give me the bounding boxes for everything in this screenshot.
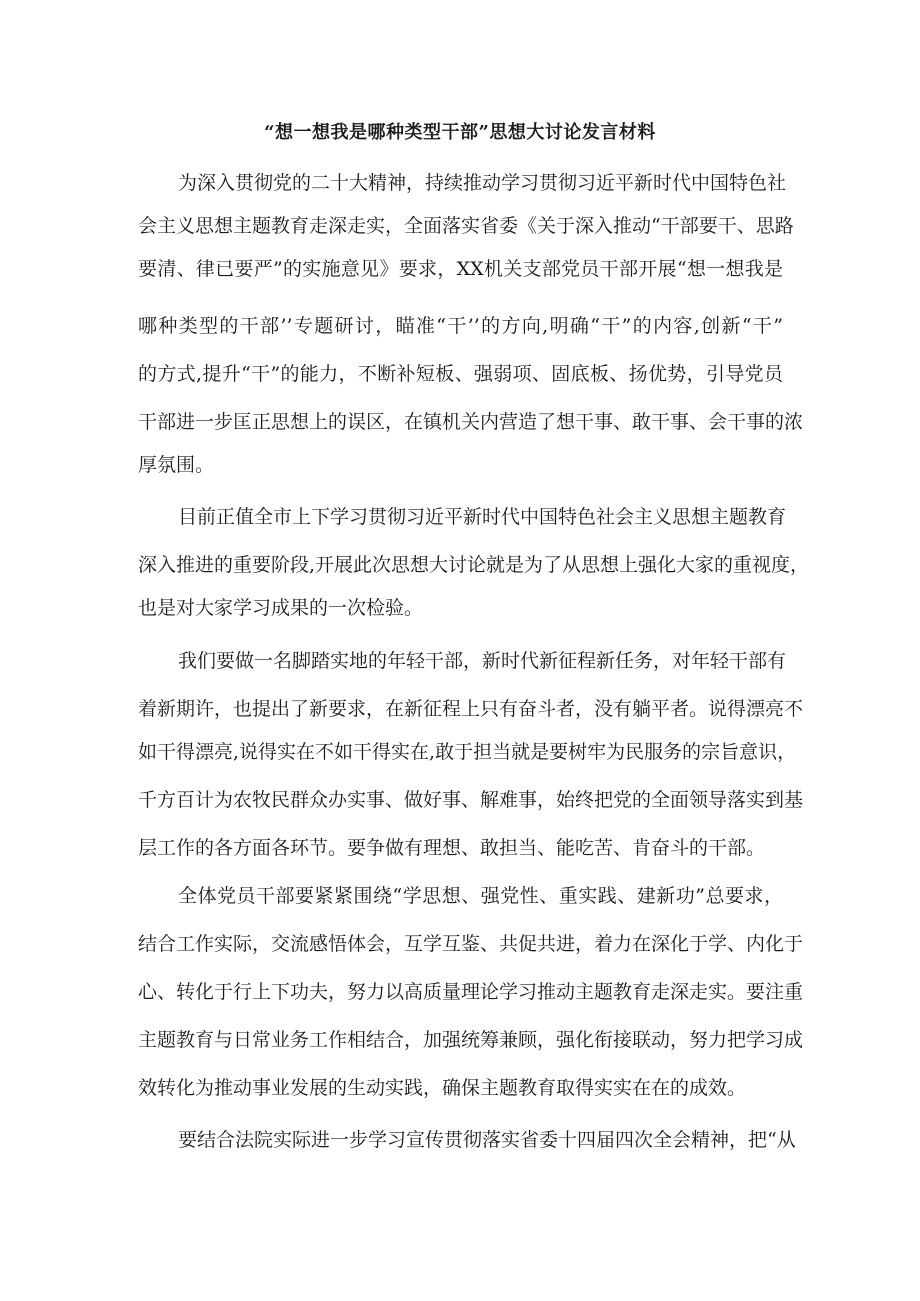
paragraph-2-line-2: 深入推进的重要阶段,开展此次思想大讨论就是为了从思想上强化大家的重视度，	[138, 554, 810, 576]
paragraph-1-line-2: 会主义思想主题教育走深走实，全面落实省委《关于深入推动“干部要干、思路	[138, 215, 794, 237]
paragraph-4-line-3: 心、转化于行上下功夫，努力以高质量理论学习推动主题教育走深走实。要注重	[138, 981, 804, 1003]
paragraph-2-line-3: 也是对大家学习成果的一次检验。	[138, 597, 424, 619]
paragraph-1-line-4: 哪种类型的干部’’专题研讨，瞄准“干’’的方向,明确“干”的内容,创新“干”	[138, 315, 783, 337]
paragraph-4-line-2: 结合工作实际，交流感悟体会，互学互鉴、共促共进，着力在深化于学、内化于	[138, 933, 804, 955]
paragraph-3-line-1: 我们要做一名脚踏实地的年轻干部，新时代新征程新任务，对年轻干部有	[178, 650, 787, 672]
paragraph-4-line-5: 效转化为推动事业发展的生动实践，确保主题教育取得实实在在的成效。	[138, 1077, 747, 1099]
paragraph-1-line-3: 要清、律已要严”的实施意见》要求，XX机关支部党员干部开展“想一想我是	[138, 258, 783, 280]
paragraph-1-line-5: 的方式,提升“干”的能力，不断补短板、强弱项、固底板、扬优势，引导党员	[138, 363, 783, 385]
document-title: “想一想我是哪种类型干部”思想大讨论发言材料	[264, 122, 656, 143]
paragraph-3-line-3: 如干得漂亮,说得实在不如干得实在,敢于担当就是要树牢为民服务的宗旨意识，	[138, 741, 797, 763]
paragraph-3-line-2: 着新期许，也提出了新要求，在新征程上只有奋斗者，没有躺平者。说得漂亮不	[138, 698, 804, 720]
paragraph-4-line-1: 全体党员干部要紧紧围绕“学思想、强党性、重实践、建新功”总要求，	[178, 885, 783, 907]
paragraph-4-line-4: 主题教育与日常业务工作相结合，加强统筹兼顾，强化衔接联动，努力把学习成	[138, 1029, 804, 1051]
paragraph-3-line-4: 千方百计为农牧民群众办实事、做好事、解难事，始终把党的全面领导落实到基	[138, 789, 804, 811]
paragraph-1-line-6: 干部进一步匡正思想上的误区，在镇机关内营造了想干事、敢干事、会干事的浓	[138, 411, 804, 433]
paragraph-1-line-1: 为深入贯彻党的二十大精神，持续推动学习贯彻习近平新时代中国特色社	[178, 172, 787, 194]
paragraph-2-line-1: 目前正值全市上下学习贯彻习近平新时代中国特色社会主义思想主题教育	[178, 506, 787, 528]
paragraph-1-line-7: 厚氛围。	[138, 454, 215, 476]
paragraph-3-line-5: 层工作的各方面各环节。要争做有理想、敢担当、能吃苦、肯奋斗的干部。	[138, 837, 766, 859]
paragraph-5-line-1: 要结合法院实际进一步学习宣传贯彻落实省委十四届四次全会精神，把“从	[178, 1129, 796, 1151]
